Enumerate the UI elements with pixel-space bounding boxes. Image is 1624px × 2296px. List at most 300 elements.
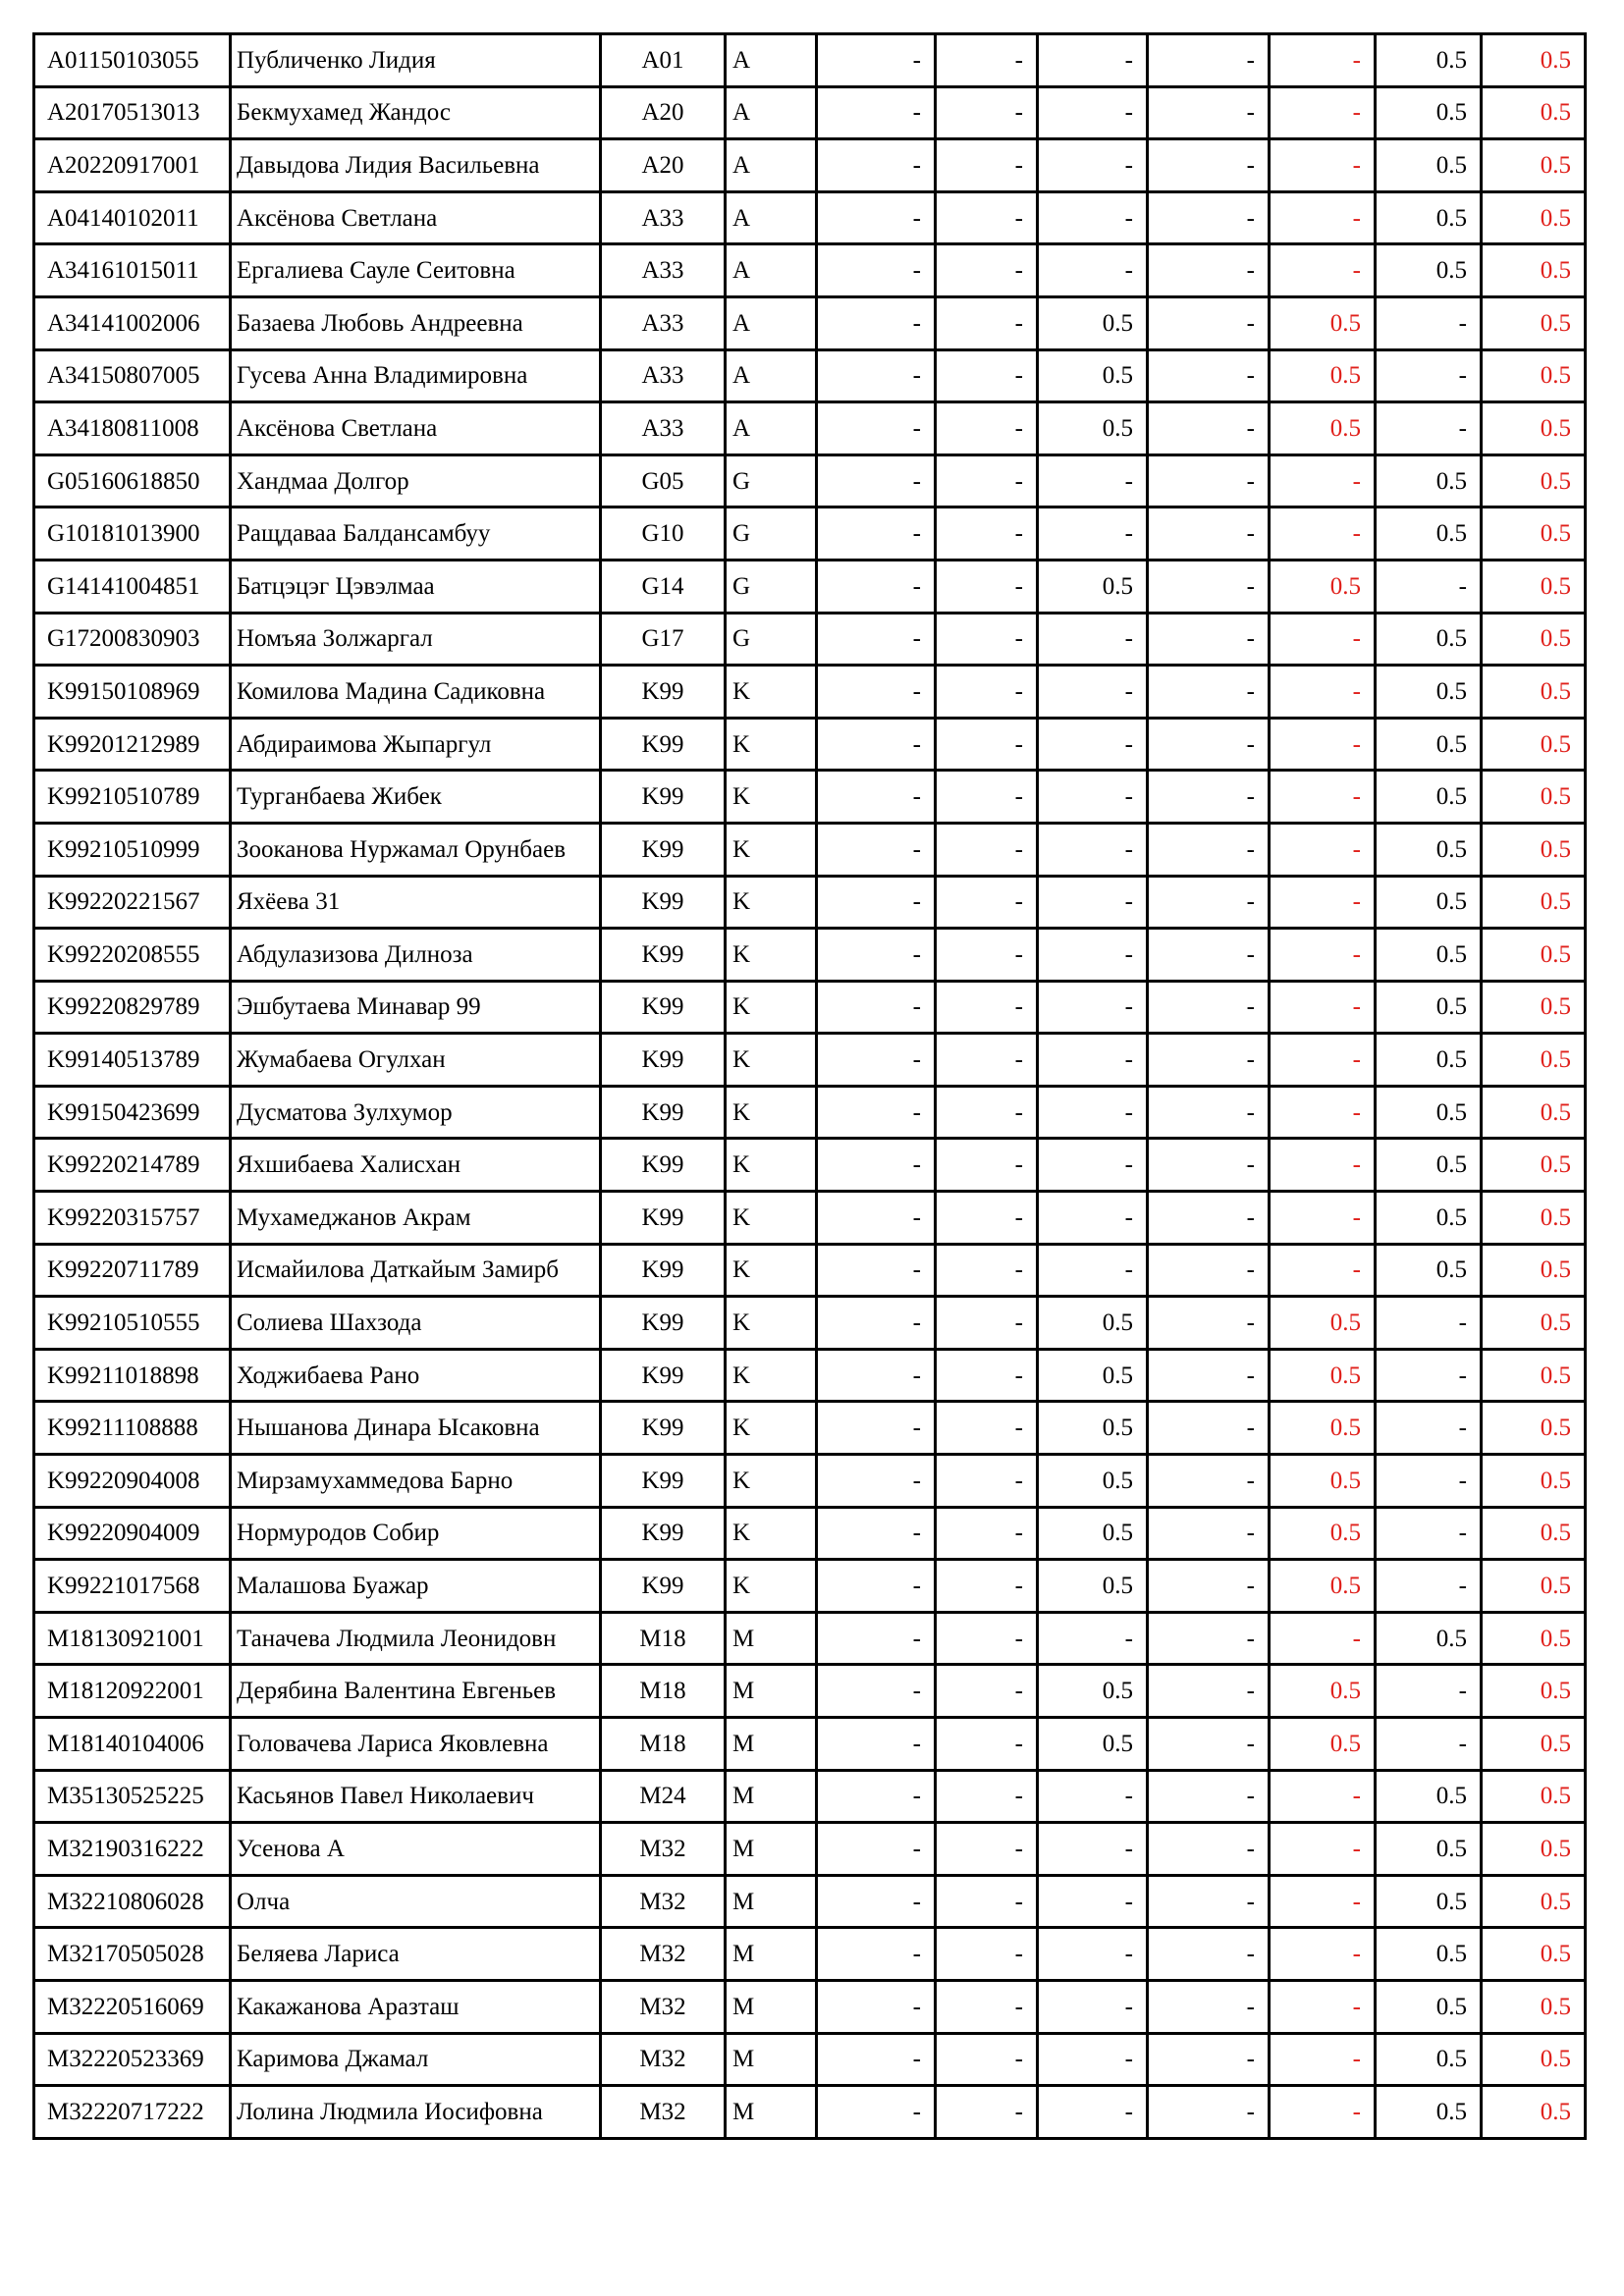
value-5-cell: -: [1270, 1770, 1376, 1823]
region-code-cell: M32: [601, 1875, 726, 1928]
value-1-cell: -: [817, 1770, 936, 1823]
region-code-cell: A33: [601, 191, 726, 244]
group-letter-cell: K: [726, 1034, 817, 1087]
value-1-cell: -: [817, 139, 936, 192]
total-cell: 0.5: [1482, 1034, 1586, 1087]
record-id-cell: M32170505028: [34, 1928, 231, 1981]
value-6-cell: 0.5: [1376, 244, 1482, 297]
total-cell: 0.5: [1482, 1086, 1586, 1139]
group-letter-cell: G: [726, 560, 817, 613]
value-2-cell: -: [936, 34, 1038, 87]
total-cell: 0.5: [1482, 1244, 1586, 1297]
total-cell: 0.5: [1482, 2033, 1586, 2086]
value-2-cell: -: [936, 929, 1038, 982]
value-2-cell: -: [936, 1560, 1038, 1613]
value-1-cell: -: [817, 454, 936, 507]
person-name-cell: Дерябина Валентина Евгеньев: [231, 1665, 601, 1718]
value-5-cell: -: [1270, 191, 1376, 244]
value-5-cell: -: [1270, 1823, 1376, 1876]
value-3-cell: -: [1038, 929, 1148, 982]
record-id-cell: K99210510999: [34, 823, 231, 876]
person-name-cell: Какажанова Аразташ: [231, 1980, 601, 2033]
total-cell: 0.5: [1482, 1980, 1586, 2033]
value-1-cell: -: [817, 1718, 936, 1771]
person-name-cell: Беляева Лариса: [231, 1928, 601, 1981]
value-3-cell: -: [1038, 1034, 1148, 1087]
value-1-cell: -: [817, 1192, 936, 1245]
region-code-cell: G10: [601, 507, 726, 561]
value-1-cell: -: [817, 1928, 936, 1981]
record-id-cell: K99150423699: [34, 1086, 231, 1139]
record-id-cell: A20220917001: [34, 139, 231, 192]
value-6-cell: 0.5: [1376, 876, 1482, 929]
record-id-cell: K99210510789: [34, 771, 231, 824]
value-3-cell: -: [1038, 86, 1148, 139]
record-id-cell: K99211018898: [34, 1349, 231, 1402]
total-cell: 0.5: [1482, 1770, 1586, 1823]
value-4-cell: -: [1148, 771, 1270, 824]
group-letter-cell: M: [726, 2033, 817, 2086]
value-5-cell: -: [1270, 2033, 1376, 2086]
group-letter-cell: K: [726, 1455, 817, 1508]
value-4-cell: -: [1148, 981, 1270, 1034]
value-4-cell: -: [1148, 1665, 1270, 1718]
value-1-cell: -: [817, 929, 936, 982]
table-row: [34, 349, 1586, 402]
value-4-cell: -: [1148, 244, 1270, 297]
value-5-cell: 0.5: [1270, 1507, 1376, 1560]
group-letter-cell: A: [726, 86, 817, 139]
value-3-cell: 0.5: [1038, 296, 1148, 349]
table-row: [34, 1875, 1586, 1928]
value-6-cell: 0.5: [1376, 1244, 1482, 1297]
table-row: [34, 613, 1586, 666]
person-name-cell: Яхшибаева Халисхан: [231, 1139, 601, 1192]
value-3-cell: 0.5: [1038, 402, 1148, 455]
group-letter-cell: K: [726, 876, 817, 929]
total-cell: 0.5: [1482, 1402, 1586, 1455]
person-name-cell: Бекмухамед Жандос: [231, 86, 601, 139]
total-cell: 0.5: [1482, 1507, 1586, 1560]
value-4-cell: -: [1148, 1455, 1270, 1508]
record-id-cell: M35130525225: [34, 1770, 231, 1823]
table-row: [34, 1297, 1586, 1350]
value-3-cell: -: [1038, 666, 1148, 719]
value-3-cell: -: [1038, 34, 1148, 87]
value-6-cell: -: [1376, 1402, 1482, 1455]
value-6-cell: 0.5: [1376, 191, 1482, 244]
value-2-cell: -: [936, 613, 1038, 666]
record-id-cell: K99220208555: [34, 929, 231, 982]
value-5-cell: -: [1270, 1612, 1376, 1665]
table-row: [34, 1192, 1586, 1245]
table-row: [34, 666, 1586, 719]
record-id-cell: K99221017568: [34, 1560, 231, 1613]
value-4-cell: -: [1148, 34, 1270, 87]
value-3-cell: 0.5: [1038, 1349, 1148, 1402]
table-row: [34, 1823, 1586, 1876]
value-2-cell: -: [936, 1455, 1038, 1508]
record-id-cell: G14141004851: [34, 560, 231, 613]
value-1-cell: -: [817, 244, 936, 297]
table-row: [34, 34, 1586, 87]
region-code-cell: K99: [601, 771, 726, 824]
value-2-cell: -: [936, 1349, 1038, 1402]
person-name-cell: Публиченко Лидия: [231, 34, 601, 87]
group-letter-cell: K: [726, 1244, 817, 1297]
value-4-cell: -: [1148, 139, 1270, 192]
value-2-cell: -: [936, 1297, 1038, 1350]
table-row: [34, 1349, 1586, 1402]
group-letter-cell: M: [726, 1823, 817, 1876]
value-2-cell: -: [936, 402, 1038, 455]
total-cell: 0.5: [1482, 1718, 1586, 1771]
total-cell: 0.5: [1482, 454, 1586, 507]
value-1-cell: -: [817, 1875, 936, 1928]
value-6-cell: 0.5: [1376, 1875, 1482, 1928]
group-letter-cell: M: [726, 1928, 817, 1981]
total-cell: 0.5: [1482, 613, 1586, 666]
value-1-cell: -: [817, 1823, 936, 1876]
group-letter-cell: A: [726, 296, 817, 349]
person-name-cell: Давыдова Лидия Васильевна: [231, 139, 601, 192]
table-row: [34, 1718, 1586, 1771]
group-letter-cell: A: [726, 191, 817, 244]
total-cell: 0.5: [1482, 1560, 1586, 1613]
region-code-cell: K99: [601, 981, 726, 1034]
group-letter-cell: G: [726, 507, 817, 561]
value-1-cell: -: [817, 718, 936, 771]
table-row: [34, 1612, 1586, 1665]
value-3-cell: -: [1038, 1192, 1148, 1245]
value-4-cell: -: [1148, 718, 1270, 771]
value-6-cell: 0.5: [1376, 929, 1482, 982]
value-4-cell: -: [1148, 2033, 1270, 2086]
value-4-cell: -: [1148, 349, 1270, 402]
value-6-cell: 0.5: [1376, 981, 1482, 1034]
region-code-cell: A20: [601, 139, 726, 192]
total-cell: 0.5: [1482, 1192, 1586, 1245]
value-2-cell: -: [936, 1770, 1038, 1823]
region-code-cell: M24: [601, 1770, 726, 1823]
value-5-cell: 0.5: [1270, 1718, 1376, 1771]
person-name-cell: Таначева Людмила Леонидовн: [231, 1612, 601, 1665]
table-body: [34, 34, 1586, 2139]
table-row: [34, 454, 1586, 507]
value-6-cell: -: [1376, 1560, 1482, 1613]
group-letter-cell: K: [726, 1349, 817, 1402]
value-1-cell: -: [817, 34, 936, 87]
total-cell: 0.5: [1482, 296, 1586, 349]
value-4-cell: -: [1148, 823, 1270, 876]
value-3-cell: -: [1038, 823, 1148, 876]
value-4-cell: -: [1148, 1612, 1270, 1665]
value-3-cell: -: [1038, 1875, 1148, 1928]
value-1-cell: -: [817, 191, 936, 244]
value-4-cell: -: [1148, 1244, 1270, 1297]
value-5-cell: 0.5: [1270, 296, 1376, 349]
value-4-cell: -: [1148, 1349, 1270, 1402]
value-1-cell: -: [817, 1665, 936, 1718]
value-4-cell: -: [1148, 191, 1270, 244]
value-3-cell: -: [1038, 1770, 1148, 1823]
person-name-cell: Хандмаа Долгор: [231, 454, 601, 507]
value-2-cell: -: [936, 1612, 1038, 1665]
region-code-cell: M32: [601, 2033, 726, 2086]
value-5-cell: -: [1270, 507, 1376, 561]
value-6-cell: -: [1376, 1507, 1482, 1560]
person-name-cell: Нормуродов Собир: [231, 1507, 601, 1560]
value-2-cell: -: [936, 1980, 1038, 2033]
value-2-cell: -: [936, 1823, 1038, 1876]
value-2-cell: -: [936, 876, 1038, 929]
person-name-cell: Яхёева 31: [231, 876, 601, 929]
region-code-cell: K99: [601, 1402, 726, 1455]
value-6-cell: 0.5: [1376, 2086, 1482, 2139]
person-name-cell: Гусева Анна Владимировна: [231, 349, 601, 402]
value-2-cell: -: [936, 349, 1038, 402]
value-5-cell: 0.5: [1270, 1297, 1376, 1350]
total-cell: 0.5: [1482, 1665, 1586, 1718]
region-code-cell: K99: [601, 1349, 726, 1402]
value-4-cell: -: [1148, 86, 1270, 139]
table-row: [34, 244, 1586, 297]
table-row: [34, 718, 1586, 771]
value-2-cell: -: [936, 1139, 1038, 1192]
value-2-cell: -: [936, 1034, 1038, 1087]
group-letter-cell: M: [726, 1718, 817, 1771]
total-cell: 0.5: [1482, 139, 1586, 192]
person-name-cell: Комилова Мадина Садиковна: [231, 666, 601, 719]
record-id-cell: K99220829789: [34, 981, 231, 1034]
value-1-cell: -: [817, 402, 936, 455]
region-code-cell: G05: [601, 454, 726, 507]
value-1-cell: -: [817, 1507, 936, 1560]
value-1-cell: -: [817, 349, 936, 402]
total-cell: 0.5: [1482, 1349, 1586, 1402]
region-code-cell: M32: [601, 1980, 726, 2033]
person-name-cell: Головачева Лариса Яковлевна: [231, 1718, 601, 1771]
table-row: [34, 1455, 1586, 1508]
record-id-cell: K99220711789: [34, 1244, 231, 1297]
total-cell: 0.5: [1482, 34, 1586, 87]
group-letter-cell: K: [726, 1139, 817, 1192]
person-name-cell: Дусматова Зулхумор: [231, 1086, 601, 1139]
table-row: [34, 86, 1586, 139]
table-row: [34, 1770, 1586, 1823]
value-5-cell: 0.5: [1270, 1455, 1376, 1508]
value-4-cell: -: [1148, 666, 1270, 719]
group-letter-cell: M: [726, 2086, 817, 2139]
group-letter-cell: M: [726, 1980, 817, 2033]
value-6-cell: 0.5: [1376, 771, 1482, 824]
value-6-cell: 0.5: [1376, 1139, 1482, 1192]
total-cell: 0.5: [1482, 823, 1586, 876]
total-cell: 0.5: [1482, 1823, 1586, 1876]
group-letter-cell: G: [726, 454, 817, 507]
value-1-cell: -: [817, 1560, 936, 1613]
person-name-cell: Ходжибаева Рано: [231, 1349, 601, 1402]
value-6-cell: 0.5: [1376, 1086, 1482, 1139]
region-code-cell: K99: [601, 1192, 726, 1245]
value-1-cell: -: [817, 507, 936, 561]
table-row: [34, 191, 1586, 244]
value-5-cell: 0.5: [1270, 402, 1376, 455]
table-row: [34, 1139, 1586, 1192]
value-4-cell: -: [1148, 929, 1270, 982]
region-code-cell: M18: [601, 1718, 726, 1771]
value-5-cell: -: [1270, 718, 1376, 771]
value-4-cell: -: [1148, 1718, 1270, 1771]
group-letter-cell: G: [726, 613, 817, 666]
value-4-cell: -: [1148, 1823, 1270, 1876]
value-4-cell: -: [1148, 507, 1270, 561]
value-5-cell: -: [1270, 1086, 1376, 1139]
group-letter-cell: K: [726, 1507, 817, 1560]
value-3-cell: -: [1038, 876, 1148, 929]
region-code-cell: G17: [601, 613, 726, 666]
record-id-cell: K99220221567: [34, 876, 231, 929]
total-cell: 0.5: [1482, 1612, 1586, 1665]
region-code-cell: K99: [601, 929, 726, 982]
value-1-cell: -: [817, 1980, 936, 2033]
value-2-cell: -: [936, 823, 1038, 876]
value-2-cell: -: [936, 1244, 1038, 1297]
person-name-cell: Батцэцэг Цэвэлмаа: [231, 560, 601, 613]
value-5-cell: -: [1270, 1980, 1376, 2033]
total-cell: 0.5: [1482, 86, 1586, 139]
region-code-cell: K99: [601, 1139, 726, 1192]
value-3-cell: 0.5: [1038, 1402, 1148, 1455]
value-5-cell: -: [1270, 823, 1376, 876]
value-1-cell: -: [817, 1139, 936, 1192]
table-row: [34, 981, 1586, 1034]
value-3-cell: 0.5: [1038, 349, 1148, 402]
value-6-cell: 0.5: [1376, 1612, 1482, 1665]
value-3-cell: -: [1038, 613, 1148, 666]
region-code-cell: K99: [601, 1297, 726, 1350]
value-6-cell: 0.5: [1376, 1823, 1482, 1876]
table-row: [34, 823, 1586, 876]
record-id-cell: M32190316222: [34, 1823, 231, 1876]
value-5-cell: 0.5: [1270, 560, 1376, 613]
value-1-cell: -: [817, 86, 936, 139]
group-letter-cell: A: [726, 139, 817, 192]
value-1-cell: -: [817, 666, 936, 719]
data-table: [32, 32, 1587, 2140]
total-cell: 0.5: [1482, 507, 1586, 561]
value-5-cell: -: [1270, 1244, 1376, 1297]
value-6-cell: -: [1376, 560, 1482, 613]
value-2-cell: -: [936, 1718, 1038, 1771]
person-name-cell: Лолина Людмила Иосифовна: [231, 2086, 601, 2139]
value-2-cell: -: [936, 1928, 1038, 1981]
group-letter-cell: K: [726, 823, 817, 876]
value-1-cell: -: [817, 876, 936, 929]
record-id-cell: M32220717222: [34, 2086, 231, 2139]
record-id-cell: K99140513789: [34, 1034, 231, 1087]
value-4-cell: -: [1148, 613, 1270, 666]
value-1-cell: -: [817, 296, 936, 349]
group-letter-cell: K: [726, 1297, 817, 1350]
table-row: [34, 507, 1586, 561]
value-5-cell: -: [1270, 34, 1376, 87]
table-row: [34, 296, 1586, 349]
value-1-cell: -: [817, 1297, 936, 1350]
record-id-cell: A34150807005: [34, 349, 231, 402]
record-id-cell: M18130921001: [34, 1612, 231, 1665]
record-id-cell: M32220523369: [34, 2033, 231, 2086]
table-row: [34, 1560, 1586, 1613]
value-3-cell: -: [1038, 1928, 1148, 1981]
value-3-cell: 0.5: [1038, 560, 1148, 613]
value-3-cell: -: [1038, 771, 1148, 824]
table-row: [34, 1086, 1586, 1139]
value-3-cell: 0.5: [1038, 1455, 1148, 1508]
value-3-cell: -: [1038, 981, 1148, 1034]
value-2-cell: -: [936, 86, 1038, 139]
value-1-cell: -: [817, 1086, 936, 1139]
group-letter-cell: A: [726, 34, 817, 87]
value-1-cell: -: [817, 2086, 936, 2139]
region-code-cell: M32: [601, 1928, 726, 1981]
value-5-cell: -: [1270, 454, 1376, 507]
total-cell: 0.5: [1482, 666, 1586, 719]
value-4-cell: -: [1148, 1560, 1270, 1613]
record-id-cell: K99220904008: [34, 1455, 231, 1508]
total-cell: 0.5: [1482, 1928, 1586, 1981]
value-2-cell: -: [936, 2033, 1038, 2086]
person-name-cell: Нышанова Динара Ысаковна: [231, 1402, 601, 1455]
table-row: [34, 2033, 1586, 2086]
value-5-cell: -: [1270, 86, 1376, 139]
region-code-cell: K99: [601, 876, 726, 929]
region-code-cell: K99: [601, 1455, 726, 1508]
region-code-cell: K99: [601, 1244, 726, 1297]
value-5-cell: -: [1270, 1928, 1376, 1981]
value-6-cell: 0.5: [1376, 1034, 1482, 1087]
value-3-cell: 0.5: [1038, 1665, 1148, 1718]
region-code-cell: A01: [601, 34, 726, 87]
person-name-cell: Ергалиева Сауле Сеитовна: [231, 244, 601, 297]
value-3-cell: 0.5: [1038, 1718, 1148, 1771]
value-6-cell: 0.5: [1376, 666, 1482, 719]
value-3-cell: -: [1038, 1244, 1148, 1297]
region-code-cell: A20: [601, 86, 726, 139]
record-id-cell: K99220315757: [34, 1192, 231, 1245]
value-3-cell: -: [1038, 718, 1148, 771]
value-2-cell: -: [936, 1665, 1038, 1718]
group-letter-cell: K: [726, 771, 817, 824]
value-5-cell: -: [1270, 981, 1376, 1034]
value-5-cell: 0.5: [1270, 349, 1376, 402]
value-4-cell: -: [1148, 1297, 1270, 1350]
value-1-cell: -: [817, 1244, 936, 1297]
person-name-cell: Зооканова Нуржамал Орунбаев: [231, 823, 601, 876]
value-2-cell: -: [936, 191, 1038, 244]
value-1-cell: -: [817, 981, 936, 1034]
group-letter-cell: K: [726, 1192, 817, 1245]
value-6-cell: 0.5: [1376, 718, 1482, 771]
value-6-cell: -: [1376, 1349, 1482, 1402]
table-row: [34, 2086, 1586, 2139]
person-name-cell: Касьянов Павел Николаевич: [231, 1770, 601, 1823]
group-letter-cell: K: [726, 981, 817, 1034]
record-id-cell: K99210510555: [34, 1297, 231, 1350]
value-3-cell: -: [1038, 2033, 1148, 2086]
value-4-cell: -: [1148, 402, 1270, 455]
value-1-cell: -: [817, 2033, 936, 2086]
